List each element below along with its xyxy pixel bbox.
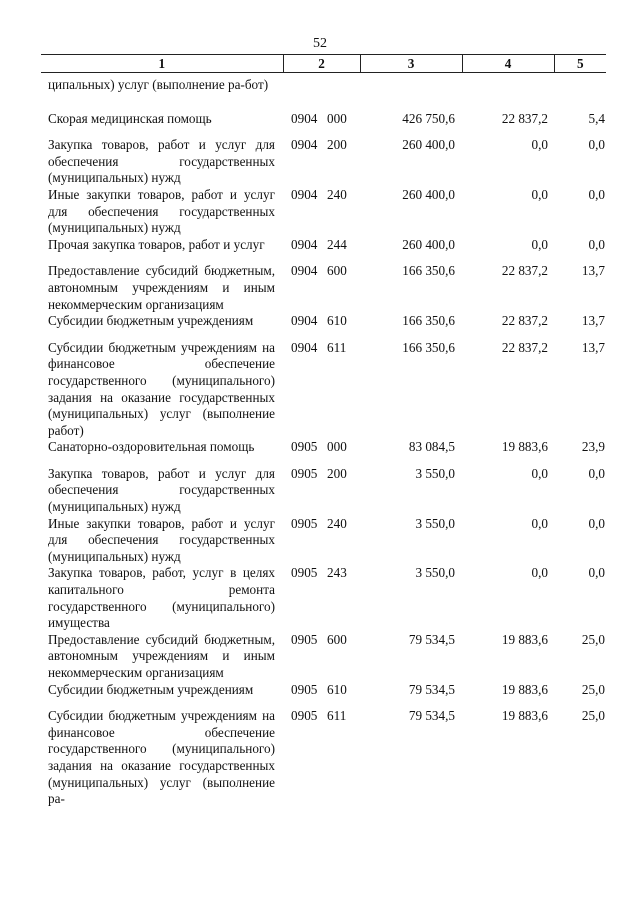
expense-type-code: 000 <box>327 439 347 455</box>
row-name: ципальных) услуг (выполнение ра-бот) <box>48 77 269 92</box>
column-header-3: 3 <box>360 55 462 73</box>
table-row <box>41 263 606 313</box>
page-number: 52 <box>313 36 327 51</box>
row-code <box>283 682 360 709</box>
row-value-col4: 19 883,6 <box>501 708 548 724</box>
table-header-row <box>41 55 606 73</box>
row-value-col5: 0,0 <box>588 186 605 202</box>
row-value-col3: 166 350,6 <box>402 339 455 355</box>
row-value-col5: 0,0 <box>588 565 605 581</box>
section-code: 0904 <box>291 110 318 126</box>
row-value-col4: 19 883,6 <box>501 681 548 697</box>
row-code <box>283 187 360 237</box>
section-code: 0904 <box>291 236 318 252</box>
row-name: Закупка товаров, работ, услуг в целях капитального ремонта государственного (муниципального) имущества <box>48 565 275 631</box>
expense-type-code: 200 <box>327 137 347 153</box>
expense-type-code: 611 <box>327 339 347 355</box>
row-value-col5: 0,0 <box>588 515 605 531</box>
row-value-col3: 166 350,6 <box>402 313 455 329</box>
expense-type-code: 600 <box>327 631 347 647</box>
row-value-col4: 0,0 <box>531 236 548 252</box>
row-name: Субсидии бюджетным учреждениям на финансовое обеспечение государственного (муниципального) задания на оказание государственных (муниципальных) услуг (выполнение ра- <box>48 708 275 807</box>
column-header-2: 2 <box>283 55 360 73</box>
row-name: Субсидии бюджетным учреждениям <box>48 681 254 697</box>
row-code <box>283 73 360 111</box>
column-header-4: 4 <box>462 55 554 73</box>
row-value-col5: 0,0 <box>588 236 605 252</box>
row-value-col5: 23,9 <box>581 439 605 455</box>
expense-type-code: 000 <box>327 110 347 126</box>
row-value-col3: 79 534,5 <box>408 681 455 697</box>
row-value-col4: 22 837,2 <box>501 313 548 329</box>
row-value-col3: 3 550,0 <box>415 465 455 481</box>
row-value-col3: 260 400,0 <box>402 186 455 202</box>
row-name: Скорая медицинская помощь <box>48 110 212 126</box>
row-code <box>283 263 360 313</box>
row-value-col3 <box>360 73 462 111</box>
row-value-col3: 83 084,5 <box>408 439 455 455</box>
row-value-col4: 22 837,2 <box>501 263 548 279</box>
row-value-col4: 0,0 <box>531 565 548 581</box>
row-value-col3: 3 550,0 <box>415 515 455 531</box>
section-code: 0904 <box>291 313 318 329</box>
row-value-col5 <box>554 73 606 111</box>
table-row <box>41 439 606 466</box>
row-name: Иные закупки товаров, работ и услуг для обеспечения государственных (муниципальных) нужд <box>48 515 275 564</box>
row-value-col5: 25,0 <box>581 708 605 724</box>
section-code: 0905 <box>291 631 318 647</box>
section-code: 0904 <box>291 186 318 202</box>
row-value-col3: 426 750,6 <box>402 110 455 126</box>
row-name: Предоставление субсидий бюджетным, автономным учреждениям и иным некоммерческим организациям <box>48 631 275 680</box>
table-row <box>41 682 606 709</box>
section-code: 0904 <box>291 339 318 355</box>
section-code: 0905 <box>291 465 318 481</box>
row-value-col5: 13,7 <box>581 339 605 355</box>
row-value-col3: 260 400,0 <box>402 236 455 252</box>
row-code <box>283 340 360 440</box>
row-value-col5: 25,0 <box>581 681 605 697</box>
expense-type-code: 200 <box>327 465 347 481</box>
row-value-col3: 166 350,6 <box>402 263 455 279</box>
row-code <box>283 237 360 264</box>
row-value-col3: 79 534,5 <box>408 708 455 724</box>
row-value-col4: 19 883,6 <box>501 439 548 455</box>
expense-type-code: 240 <box>327 186 347 202</box>
row-value-col5: 13,7 <box>581 313 605 329</box>
row-name: Предоставление субсидий бюджетным, автономным учреждениям и иным некоммерческим организациям <box>48 263 275 312</box>
section-code: 0904 <box>291 263 318 279</box>
expense-type-code: 611 <box>327 708 347 724</box>
row-value-col5: 5,4 <box>588 110 605 126</box>
table-row <box>41 137 606 187</box>
table-row <box>41 565 606 631</box>
budget-table <box>41 54 606 808</box>
row-name: Иные закупки товаров, работ и услуг для обеспечения государственных (муниципальных) нужд <box>48 186 275 236</box>
row-code <box>283 565 360 631</box>
column-header-5: 5 <box>554 55 606 73</box>
table-row <box>41 187 606 237</box>
expense-type-code: 610 <box>327 313 347 329</box>
section-code: 0905 <box>291 565 318 581</box>
row-value-col4: 0,0 <box>531 465 548 481</box>
row-value-col5: 13,7 <box>581 263 605 279</box>
row-value-col4: 0,0 <box>531 515 548 531</box>
table-row <box>41 632 606 682</box>
section-code: 0905 <box>291 439 318 455</box>
section-code: 0905 <box>291 708 318 724</box>
row-code <box>283 466 360 516</box>
row-value-col5: 25,0 <box>581 631 605 647</box>
row-value-col5: 0,0 <box>588 137 605 153</box>
row-code <box>283 313 360 340</box>
row-name: Субсидии бюджетным учреждениям <box>48 313 254 329</box>
row-name: Закупка товаров, работ и услуг для обеспечения государственных (муниципальных) нужд <box>48 465 275 515</box>
expense-type-code: 600 <box>327 263 347 279</box>
expense-type-code: 243 <box>327 565 347 581</box>
expense-type-code: 610 <box>327 681 347 697</box>
row-value-col4 <box>462 73 554 111</box>
table-row <box>41 516 606 566</box>
column-header-1: 1 <box>41 55 283 73</box>
table-body <box>41 73 606 808</box>
row-code <box>283 516 360 566</box>
table-row <box>41 111 606 138</box>
row-name: Закупка товаров, работ и услуг для обеспечения государственных (муниципальных) нужд <box>48 137 275 186</box>
row-value-col3: 260 400,0 <box>402 137 455 153</box>
row-name: Субсидии бюджетным учреждениям на финансовое обеспечение государственного (муниципального) задания на оказание государственных (муниципальных) услуг (выполнение работ) <box>48 339 275 438</box>
table-row <box>41 708 606 808</box>
row-code <box>283 632 360 682</box>
section-code: 0905 <box>291 515 318 531</box>
row-value-col5: 0,0 <box>588 465 605 481</box>
row-name: Прочая закупка товаров, работ и услуг <box>48 236 265 252</box>
row-code <box>283 137 360 187</box>
row-value-col4: 0,0 <box>531 186 548 202</box>
section-code: 0905 <box>291 681 318 697</box>
table-row <box>41 73 606 111</box>
row-value-col3: 3 550,0 <box>415 565 455 581</box>
table-row <box>41 313 606 340</box>
row-code <box>283 111 360 138</box>
row-value-col4: 19 883,6 <box>501 631 548 647</box>
section-code: 0904 <box>291 137 318 153</box>
table-row <box>41 340 606 440</box>
row-name: Санаторно-оздоровительная помощь <box>48 439 255 455</box>
expense-type-code: 244 <box>327 236 347 252</box>
table-row <box>41 237 606 264</box>
expense-type-code: 240 <box>327 515 347 531</box>
row-code <box>283 439 360 466</box>
row-value-col3: 79 534,5 <box>408 631 455 647</box>
row-code <box>283 708 360 808</box>
row-value-col4: 22 837,2 <box>501 339 548 355</box>
table-row <box>41 466 606 516</box>
row-value-col4: 0,0 <box>531 137 548 153</box>
row-value-col4: 22 837,2 <box>501 110 548 126</box>
